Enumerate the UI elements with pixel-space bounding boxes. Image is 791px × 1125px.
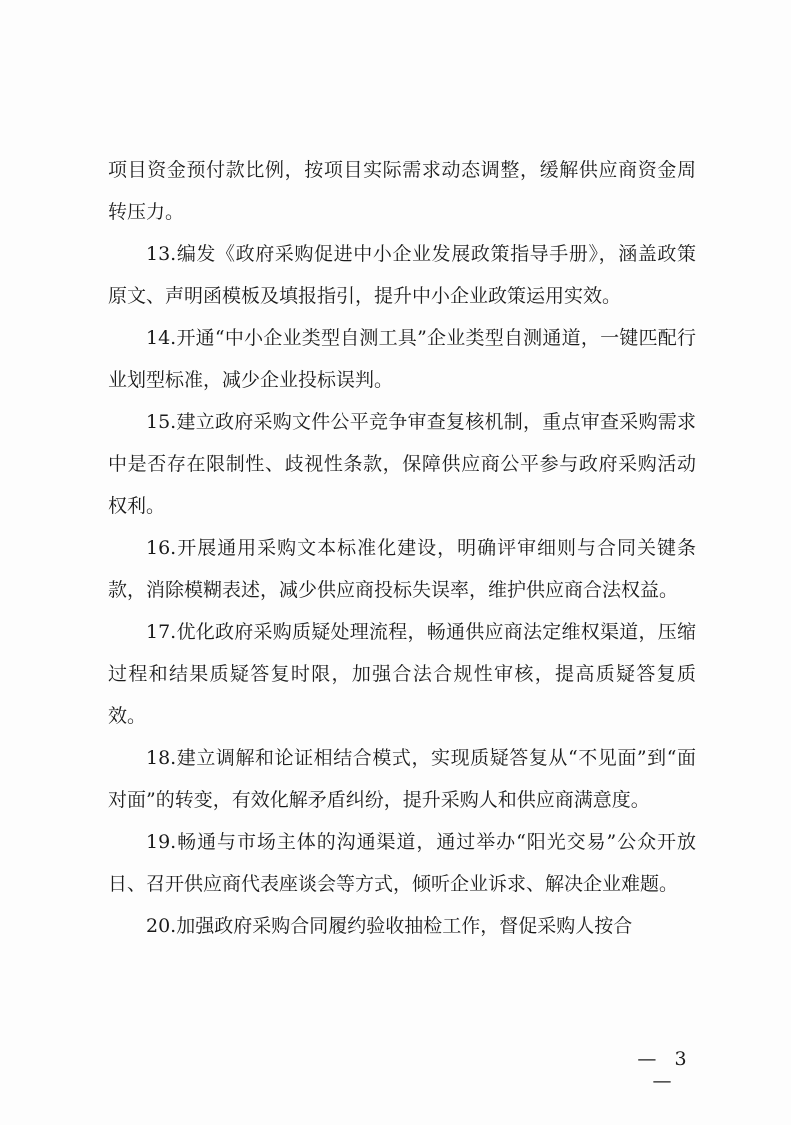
paragraph-item-18: 18.建立调解和论证相结合模式，实现质疑答复从“不见面”到“面对面”的转变，有效化解矛盾纠纷，提升采购人和供应商满意度。 — [108, 747, 696, 811]
paragraph-item-16: 16.开展通用采购文本标准化建设，明确评审细则与合同关键条款，消除模糊表述，减少供应商投标失误率，维护供应商合法权益。 — [108, 537, 696, 601]
paragraph-item-20: 20.加强政府采购合同履约验收抽检工作，督促采购人按合 — [146, 915, 633, 937]
body-text — [108, 149, 696, 947]
paragraph-item-19: 19.畅通与市场主体的沟通渠道，通过举办“阳光交易”公众开放日、召开供应商代表座谈会等方式，倾听企业诉求、解决企业难题。 — [108, 831, 696, 895]
paragraph-item-17: 17.优化政府采购质疑处理流程，畅通供应商法定维权渠道，压缩过程和结果质疑答复时限，加强合法合规性审核，提高质疑答复质效。 — [108, 621, 696, 727]
paragraph-item-15: 15.建立政府采购文件公平竞争审查复核机制，重点审查采购需求中是否存在限制性、歧视性条款，保障供应商公平参与政府采购活动权利。 — [108, 411, 696, 517]
paragraph-item-13: 13.编发《政府采购促进中小企业发展政策指导手册》，涵盖政策原文、声明函模板及填报指引，提升中小企业政策运用实效。 — [108, 243, 696, 307]
paragraph-item-14: 14.开通“中小企业类型自测工具”企业类型自测通道，一键匹配行业划型标准，减少企业投标误判。 — [108, 327, 696, 391]
page-number: — 3 — — [637, 1048, 693, 1092]
paragraph-continuation: 项目资金预付款比例，按项目实际需求动态调整，缓解供应商资金周转压力。 — [108, 159, 696, 223]
